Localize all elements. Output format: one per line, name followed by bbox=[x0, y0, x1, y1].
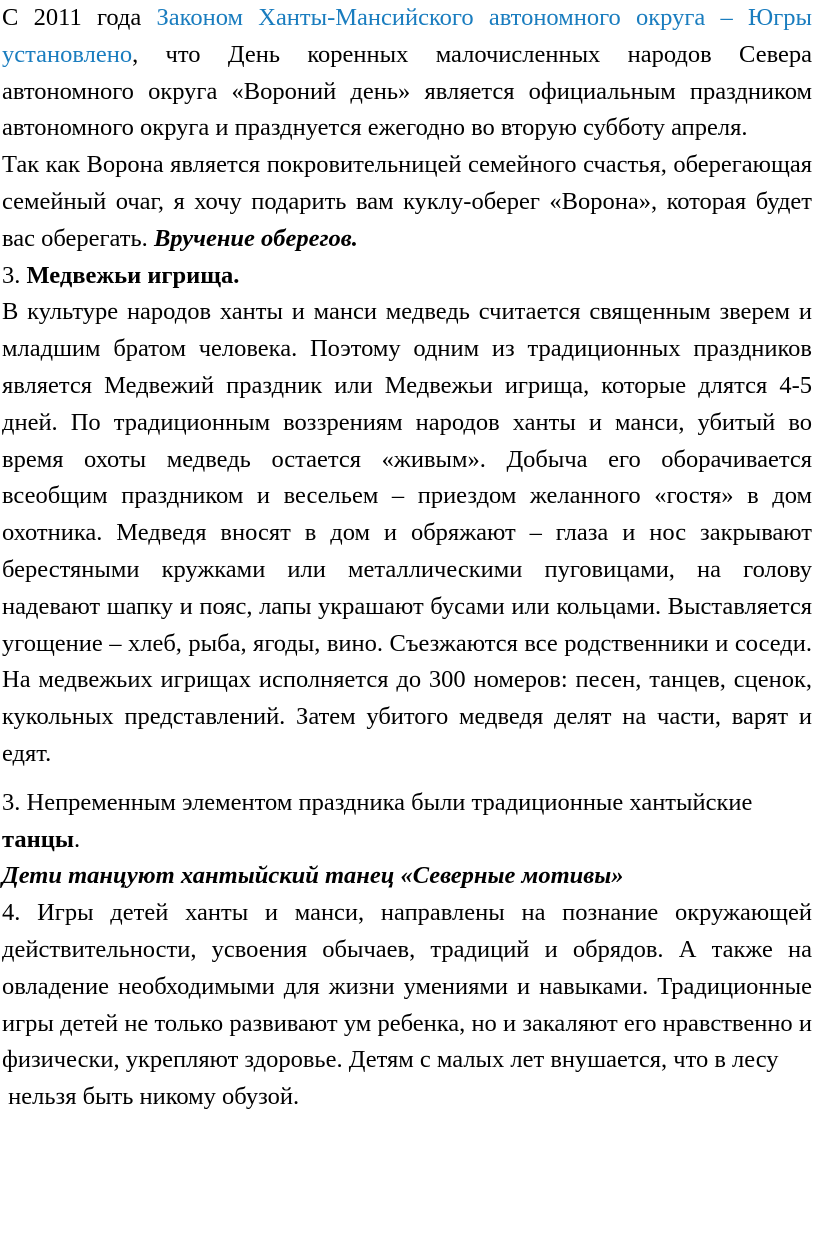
dance-performance-text: Дети танцуют хантыйский танец «Северные мотивы» bbox=[2, 862, 624, 890]
section-heading-bear-games bbox=[2, 258, 812, 295]
paragraph-dances bbox=[2, 785, 812, 859]
paragraph-crow-day bbox=[2, 0, 812, 147]
paragraph-amulet bbox=[2, 147, 812, 257]
paragraph-closing bbox=[2, 1079, 812, 1116]
dances-bold: танцы bbox=[2, 825, 74, 853]
paragraph-children-games bbox=[2, 895, 812, 1079]
amulet-text: Так как Ворона является покровительницей семейного счастья, оберегающая семейный очаг, я хочу подарить вам куклу-оберег «Ворона», которая будет вас оберегать. bbox=[2, 151, 812, 252]
dances-text: 3. Непременным элементом праздника были традиционные хантыйские bbox=[2, 788, 753, 816]
paragraph-bear-festival bbox=[2, 294, 812, 772]
dance-performance-note bbox=[2, 858, 812, 895]
section-title: Медвежьи игрища. bbox=[26, 261, 240, 289]
crow-day-text: , что День коренных малочисленных народов Севера автономного округа «Вороний день» является официальным праздником автономного округа и празднуется ежегодно во вторую субботу апреля. bbox=[2, 40, 812, 142]
law-link[interactable]: Законом Ханты-Мансийского автономного округа – Югры установлено bbox=[2, 4, 812, 68]
intro-text: С 2011 года bbox=[2, 4, 157, 31]
amulet-emphasis: Вручение оберегов. bbox=[153, 224, 358, 252]
section-number: 3. bbox=[2, 261, 27, 289]
closing-text: нельзя быть никому обузой. bbox=[2, 1083, 300, 1111]
children-games-text: 4. Игры детей ханты и манси, направлены на познание окружающей действительности, усвоения обычаев, традиций и обрядов. А также на овладение необходимыми для жизни умениями и навыками. Традиционные игры детей не только развивают ум ребенка, но и закаляют его нравственно и физически, укрепляют здоровье. Детям с малых лет внушается, что в лесу bbox=[2, 899, 812, 1074]
dances-end: . bbox=[73, 825, 81, 853]
bear-festival-text: В культуре народов ханты и манси медведь считается священным зверем и младшим братом человека. Поэтому одним из традиционных праздников является Медвежий праздник или Медвежьи игрища, которые длятся 4-5 дней. По традиционным воззрениям народов ханты и манси, убитый во время охоты медведь остается «живым». Добыча его оборачивается всеобщим праздником и весельем – приездом желанного «гостя» в дом охотника. Медведя вносят в дом и обряжают – глаза и нос закрывают берестяными кружками или металлическими пуговицами, на голову надевают шапку и пояс, лапы украшают бусами или кольцами. Выставляется угощение – хлеб, рыба, ягоды, вино. Съезжаются все родственники и соседи. На медвежьих игрищах исполняется до 300 номеров: песен, танцев, сценок, кукольных представлений. Затем убитого медведя делят на части, варят и едят. bbox=[2, 298, 812, 767]
